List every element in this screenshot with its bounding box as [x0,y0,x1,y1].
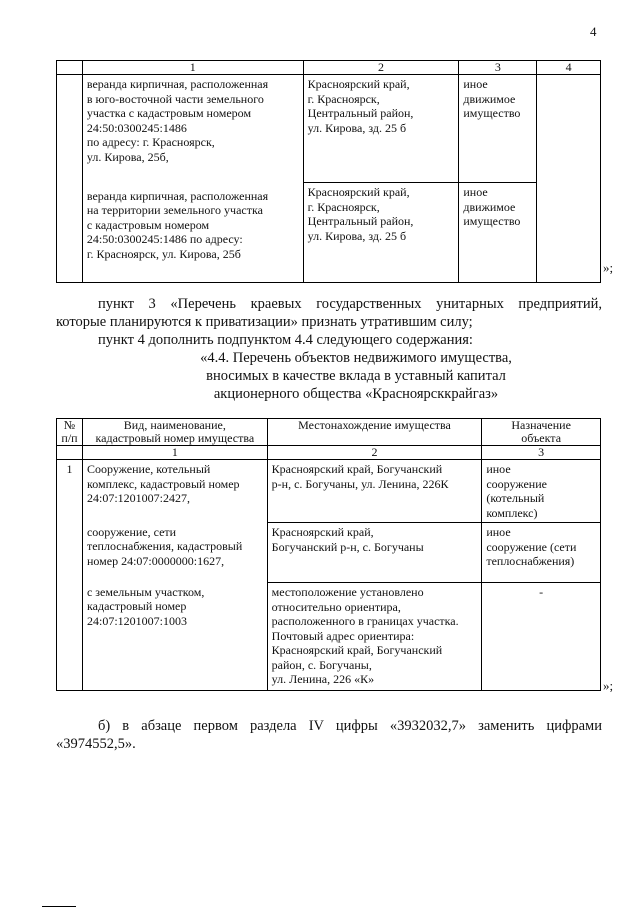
cell-text: участка с кадастровым номером [86,106,252,120]
cell-text: 24:50:0300245:1486 [86,120,187,135]
table2-name-cell [82,460,267,523]
header-text: № [63,418,76,432]
table-row [57,583,601,691]
cell-text: иное [463,185,488,199]
cell-text: Красноярский край, [271,525,374,539]
footer-rule [42,906,76,907]
cell-text: имущество [463,106,521,120]
table-row [57,75,601,183]
cell-text: сооружение (сети [486,539,577,554]
cell-text: с земельным участком, [86,584,205,599]
table2-number-cell: 1 [82,446,267,460]
cell-text: веранда кирпичная, расположенная [86,188,269,203]
paragraph-line: пункт 3 «Перечень краевых государственных унитарных предприятий, [98,296,602,312]
cell-text: по адресу: г. Красноярск, [86,135,215,149]
table2-number-cell [57,446,83,460]
cell-text: 24:07:1201007:1003 [86,613,187,628]
cell-text: местоположение установлено [271,585,424,599]
table1-header-cell: 1 [82,61,303,75]
cell-text: Сооружение, котельный [86,462,211,476]
paragraph-line: пункт 4 дополнить подпунктом 4.4 следующего содержания: [98,332,473,348]
header-text: Местонахождение имущества [298,418,451,432]
table2-location-cell [267,523,482,583]
paragraph-line: которые планируются к приватизации» признать утратившим силу; [56,314,473,330]
cell-text: сооружение [486,476,547,491]
cell-text: расположенного в границах участка. [271,614,459,628]
row-number: 1 [57,460,83,691]
table2-header-cell [82,419,267,446]
cell-text: Почтовый адрес ориентира: [271,628,415,643]
cell-text: номер 24:07:0000000:1627, [86,553,225,568]
cell-text: (котельный [486,491,545,505]
cell-text: Центральный район, [307,106,414,120]
cell-text: 24:07:1201007:2427, [86,491,190,505]
table-row [57,183,601,283]
cell-text: г. Красноярск, [307,199,380,214]
table1-number-cell [57,75,83,283]
table1-name-cell [82,75,303,183]
table2-number-cell: 2 [267,446,482,460]
table1-header-cell [57,61,83,75]
table2-location-cell [267,460,482,523]
continued-table [56,60,601,283]
cell-text: кадастровый номер [86,599,187,613]
cell-text: иное [486,525,511,539]
cell-text: в юго-восточной части земельного [86,91,264,106]
cell-text: Красноярский край, Богучанский [271,462,443,476]
table2-number-row [57,446,601,460]
table-row [57,523,601,583]
cell-text: район, с. Богучаны, [271,657,372,672]
cell-text: Богучанский р-н, с. Богучаны [271,539,424,554]
section-heading: «4.4. Перечень объектов недвижимого имущества, [200,350,512,366]
cell-text: теплоснабжения, кадастровый [86,539,243,553]
table2-location-cell [267,583,482,691]
cell-text: ул. Ленина, 226 «К» [271,672,375,686]
table1-name-cell [82,183,303,283]
cell-text: имущество [463,214,521,228]
table1-purpose-cell [459,183,537,283]
cell-text: сооружение, сети [86,524,177,539]
table2-number-cell: 3 [482,446,601,460]
cell-text: ул. Кирова, зд. 25 б [307,120,407,135]
table-row [57,460,601,523]
table1-header-cell: 2 [303,61,459,75]
table1-location-cell [303,183,459,283]
cell-text: ул. Кирова, 25б, [86,149,169,164]
table1-header-cell: 4 [537,61,601,75]
cell-text: теплоснабжения) [486,554,575,568]
cell-text: р-н, с. Богучаны, ул. Ленина, 226К [271,476,449,491]
section-heading: акционерного общества «Красноярсккрайгаз» [213,386,499,402]
cell-text: на территории земельного участка [86,203,263,217]
cell-text: Красноярский край, Богучанский [271,643,443,657]
final-paragraph-line: «3974552,5». [56,736,136,752]
table2-name-cell [82,523,267,583]
header-text: Вид, наименование, [123,418,226,432]
table2-header-row [57,419,601,446]
cell-text: Центральный район, [307,214,414,228]
table2-header-cell [267,419,482,446]
cell-text: относительно ориентира, [271,599,401,614]
cell-text: иное [463,77,488,91]
cell-text: ул. Кирова, зд. 25 б [307,228,407,243]
final-paragraph-line: б) в абзаце первом раздела IV цифры «3932032,7» заменить цифрами [98,718,602,734]
table1-location-cell [303,75,459,183]
cell-text: 24:50:0300245:1486 по адресу: [86,232,243,246]
table1-header-cell: 3 [459,61,537,75]
table2-purpose-cell [482,460,601,523]
table2-header-cell [57,419,83,446]
cell-text: с кадастровым номером [86,217,210,232]
table1-closing-quote: »; [603,260,614,275]
cell-text: комплекс) [486,505,538,520]
header-text: кадастровый номер имущества [95,431,255,445]
cell-text: иное [486,462,511,476]
table1-header-row [57,61,601,75]
cell-text: движимое [463,199,516,214]
cell-text: Красноярский край, [307,185,410,199]
cell-text: г. Красноярск, ул. Кирова, 25б [86,246,241,261]
header-text: п/п [61,431,78,445]
table2-purpose-cell [482,583,601,691]
cell-text: комплекс, кадастровый номер [86,476,240,491]
table2-purpose-cell [482,523,601,583]
cell-text: Красноярский край, [307,77,410,91]
page-number: 4 [590,24,597,39]
cell-text: веранда кирпичная, расположенная [86,77,269,91]
table2-closing-quote: »; [603,678,614,693]
table1-extra-cell [537,75,601,283]
cell-text: г. Красноярск, [307,91,380,106]
table1-purpose-cell [459,75,537,183]
header-text: объекта [521,431,562,445]
cell-text: - [539,585,544,599]
section-heading: вносимых в качестве вклада в уставный капитал [206,368,506,384]
table2-header-cell [482,419,601,446]
header-text: Назначение [511,418,571,432]
property-table [56,418,601,691]
cell-text: движимое [463,91,516,106]
table2-name-cell [82,583,267,691]
